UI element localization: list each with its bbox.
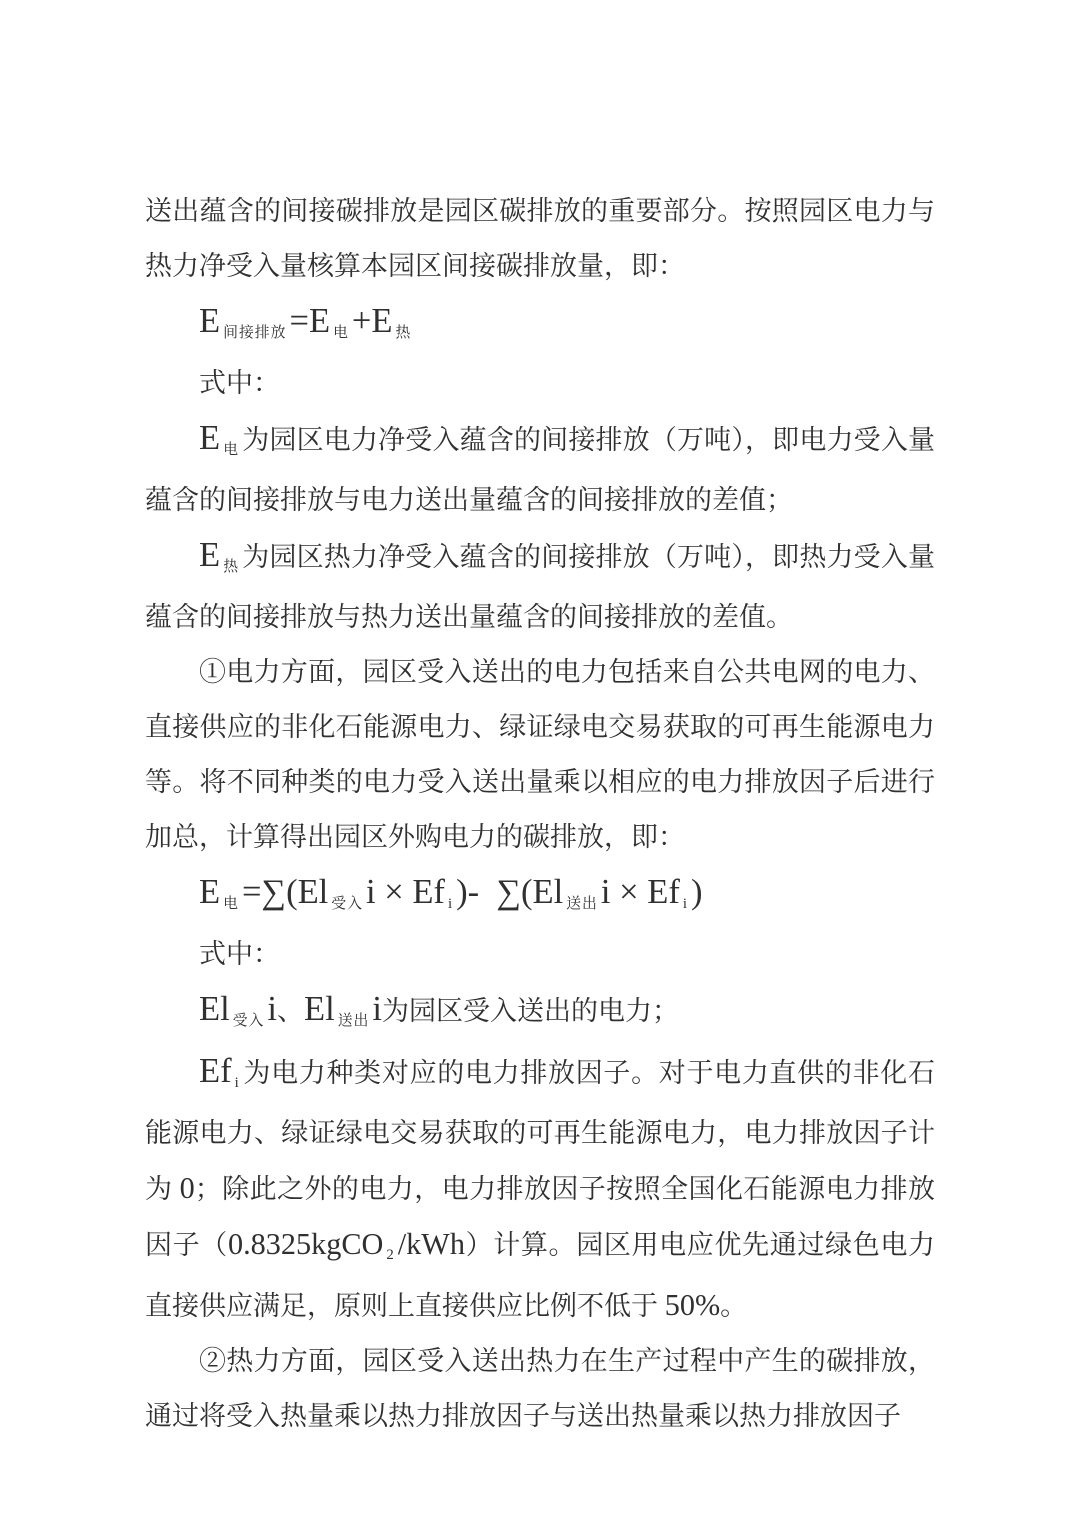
formula-electric bbox=[145, 865, 935, 927]
latin-run: /kWh bbox=[397, 1227, 465, 1261]
text-run: 、 bbox=[277, 996, 304, 1026]
subscript-run: i bbox=[234, 1074, 240, 1091]
paragraph-el-def bbox=[145, 982, 935, 1044]
formula-latin-run: El bbox=[304, 990, 335, 1028]
formula-latin-run: E bbox=[199, 873, 221, 911]
paragraph-ef-def bbox=[145, 1044, 935, 1334]
subscript-run: 电 bbox=[223, 895, 239, 912]
text-run: ①电力方面，园区受入送出的电力包括来自公共电网的电力、直接供应的非化石能源电力、绿证绿电交易获取的可再生能源电力等。将不同种类的电力受入送出量乘以相应的电力排放因子后进行加总，计算得出园区外购电力的碳排放，即： bbox=[145, 657, 935, 852]
paragraph-electricity-aspect bbox=[145, 645, 935, 865]
formula-latin-run: E bbox=[199, 302, 221, 340]
subscript-run: 送出 bbox=[337, 1012, 370, 1029]
formula-latin-run: El bbox=[199, 990, 230, 1028]
paragraph-heat-aspect bbox=[145, 1334, 935, 1444]
text-run: 为园区受入送出的电力； bbox=[382, 996, 679, 1026]
formula-latin-run: =∑(El bbox=[241, 873, 329, 911]
latin-run: 0.8325kgCO bbox=[227, 1227, 384, 1261]
subscript-run: 间接排放 bbox=[223, 324, 287, 341]
paragraph-e-heat-def bbox=[145, 528, 935, 645]
formula-latin-run: i × Ef bbox=[365, 873, 445, 911]
paragraph-e-electric-def bbox=[145, 411, 935, 528]
text-run: ）计算。园区用电应优先通过绿色电力直接供应满足，原则上直接供应比例不低于 bbox=[145, 1230, 936, 1321]
legend-label-2 bbox=[145, 927, 935, 982]
subscript-run: 热 bbox=[223, 558, 240, 575]
text-run: 送出蕴含的间接碳排放是园区碳排放的重要部分。按照园区电力与热力净受入量核算本园区间接碳排放量，即： bbox=[145, 196, 935, 281]
subscript-run: i bbox=[447, 895, 454, 912]
subscript-run: 受入 bbox=[232, 1012, 265, 1029]
formula-latin-run: i bbox=[267, 990, 277, 1028]
text-run: 式中： bbox=[199, 939, 280, 969]
formula-indirect-total bbox=[145, 294, 935, 356]
subscript-run: 电 bbox=[223, 441, 240, 458]
subscript-run: 热 bbox=[395, 324, 412, 341]
formula-latin-run: =E bbox=[289, 302, 331, 340]
text-run: 式中： bbox=[199, 368, 280, 398]
formula-latin-run: ) bbox=[690, 873, 703, 911]
subscript-run: 送出 bbox=[566, 895, 598, 912]
formula-latin-run: E bbox=[199, 419, 221, 457]
formula-latin-run: )- ∑(El bbox=[456, 873, 564, 911]
text-run: 为园区热力净受入蕴含的间接排放（万吨），即热力受入量蕴含的间接排放与热力送出量蕴含的间接排放的差值。 bbox=[145, 542, 936, 632]
formula-latin-run: Ef bbox=[199, 1052, 232, 1090]
text-run: ②热力方面，园区受入送出热力在生产过程中产生的碳排放，通过将受入热量乘以热力排放因子与送出热量乘以热力排放因子 bbox=[145, 1346, 935, 1431]
text-run: ；除此之外的电力，电力排放因子按照全国化石能源电力排放因子（ bbox=[145, 1174, 936, 1260]
legend-label-1 bbox=[145, 356, 935, 411]
latin-run: 50% bbox=[664, 1288, 721, 1322]
formula-latin-run: i bbox=[372, 990, 382, 1028]
formula-latin-run: E bbox=[199, 536, 221, 574]
subscript-run: i bbox=[682, 895, 688, 912]
formula-latin-run: +E bbox=[351, 302, 393, 340]
text-run: 为电力种类对应的电力排放因子。对于电力直供的非化石能源电力、绿证绿电交易获取的可再生能源电力，电力排放因子计为 bbox=[145, 1058, 935, 1204]
subscript-run: 2 bbox=[386, 1246, 395, 1263]
text-run: 。 bbox=[720, 1291, 748, 1321]
latin-run: 0 bbox=[179, 1171, 195, 1205]
text-run: 为园区电力净受入蕴含的间接排放（万吨），即电力受入量蕴含的间接排放与电力送出量蕴含的间接排放的差值； bbox=[145, 425, 936, 515]
subscript-run: 受入 bbox=[331, 895, 363, 912]
formula-latin-run: i × Ef bbox=[600, 873, 680, 911]
subscript-run: 电 bbox=[333, 324, 349, 341]
paragraph-continuation bbox=[145, 184, 935, 294]
